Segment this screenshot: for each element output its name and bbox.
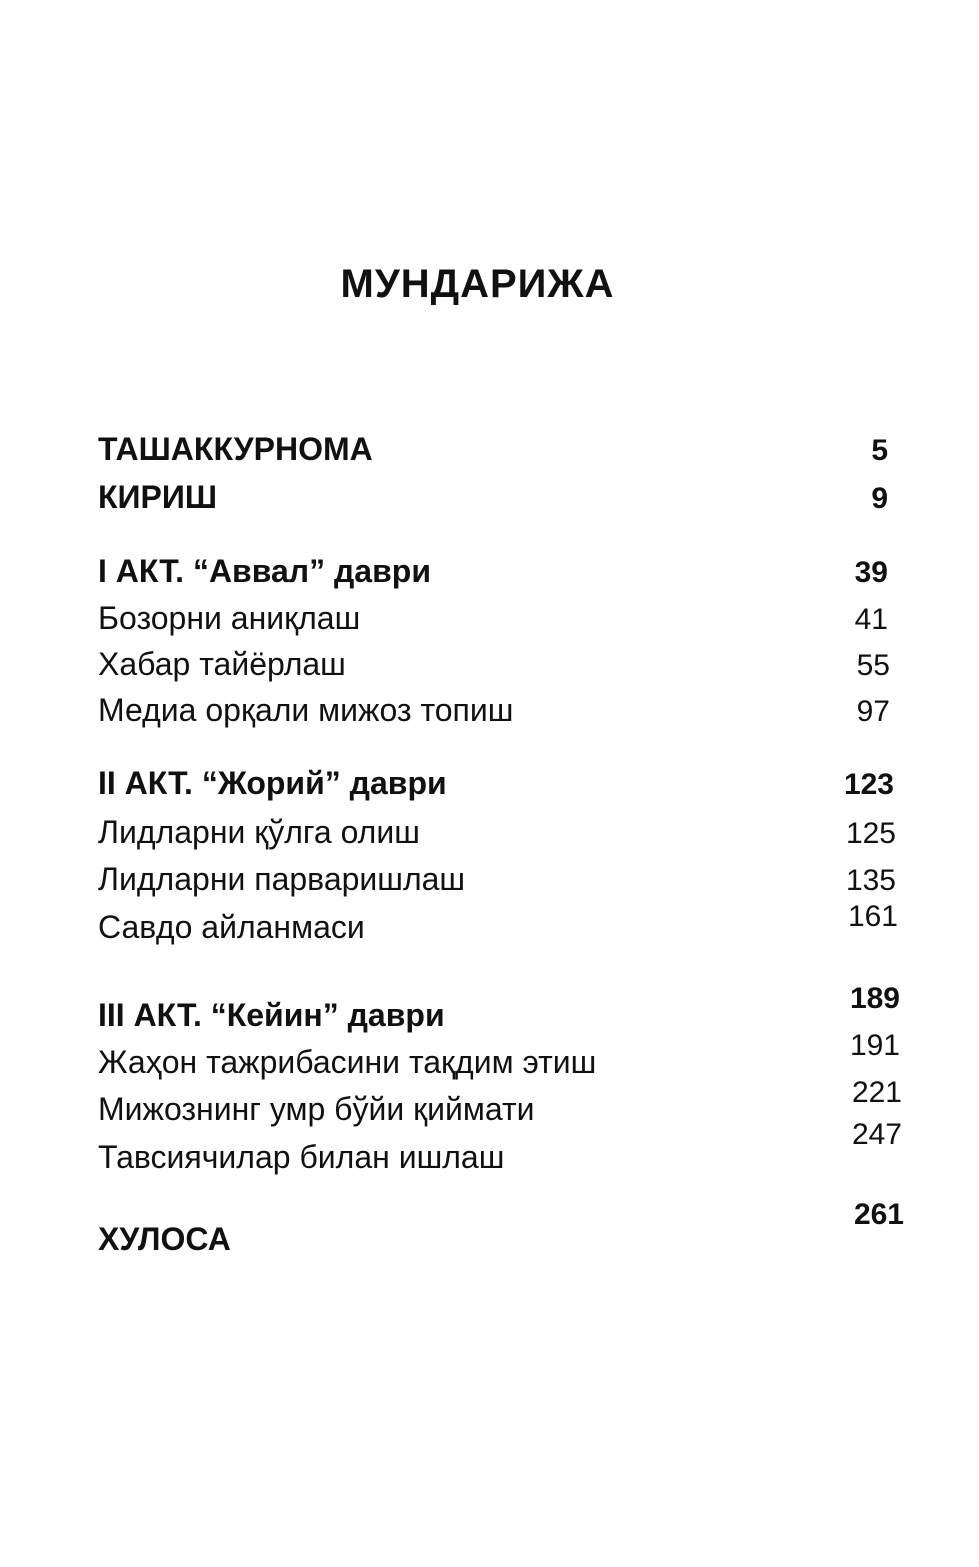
toc-entry-page: 41 xyxy=(854,603,888,636)
toc-entry-lead-nurturing xyxy=(98,852,908,898)
toc-entry-acknowledgements xyxy=(98,422,908,468)
toc-entry-conclusion xyxy=(98,1198,908,1258)
toc-entry-label: Бозорни аниқлаш xyxy=(98,600,361,636)
toc-entry-label: ХУЛОСА xyxy=(98,1221,231,1257)
toc-entry-page: 97 xyxy=(856,695,890,728)
toc-entry-referrals xyxy=(98,1118,908,1176)
toc-entry-label: Савдо айланмаси xyxy=(98,909,365,945)
toc-entry-page: 191 xyxy=(849,1029,900,1062)
toc-entry-page: 247 xyxy=(851,1118,902,1151)
toc-entry-label: I АКТ. “Аввал” даври xyxy=(98,553,431,589)
toc-entry-page: 125 xyxy=(845,817,896,850)
toc-entry-page: 161 xyxy=(847,900,898,933)
toc-entry-label: Хабар тайёрлаш xyxy=(98,646,346,682)
toc-entry-page: 261 xyxy=(853,1198,904,1231)
toc-entry-page: 123 xyxy=(843,768,894,801)
page-title: МУНДАРИЖА xyxy=(340,262,615,306)
toc-entry-page: 221 xyxy=(851,1076,902,1109)
toc-entry-act-2 xyxy=(98,756,908,802)
toc-entry-page: 5 xyxy=(871,434,888,467)
toc-entry-lead-capture xyxy=(98,805,908,851)
toc-entry-media-clients xyxy=(98,683,908,729)
toc-entry-label: Жаҳон тажрибасини тақдим этиш xyxy=(98,1044,597,1080)
toc-entry-label: Мижознинг умр бўйи қиймати xyxy=(98,1091,535,1127)
toc-entry-introduction xyxy=(98,470,908,516)
toc-entry-message-preparation xyxy=(98,637,908,683)
toc-entry-page: 9 xyxy=(871,482,888,515)
toc-entry-label: КИРИШ xyxy=(98,479,218,515)
toc-entry-page: 135 xyxy=(845,864,896,897)
toc-entry-label: Медиа орқали мижоз топиш xyxy=(98,692,514,728)
toc-entry-sales-turnover xyxy=(98,900,908,946)
toc-entry-label: III АКТ. “Кейин” даври xyxy=(98,997,445,1033)
toc-entry-label: II АКТ. “Жорий” даври xyxy=(98,765,447,801)
toc-entry-act-1 xyxy=(98,544,908,590)
toc-entry-label: ТАШАККУРНОМА xyxy=(98,431,373,467)
toc-entry-world-experience xyxy=(98,1029,908,1081)
toc-entry-page: 55 xyxy=(856,649,890,682)
toc-entry-act-3 xyxy=(98,982,908,1034)
toc-entry-page: 189 xyxy=(849,982,900,1015)
toc-entry-page: 39 xyxy=(854,556,888,589)
toc-entry-label: Тавсиячилар билан ишлаш xyxy=(98,1139,505,1175)
toc-entry-customer-lifetime-value xyxy=(98,1076,908,1128)
toc-entry-label: Лидларни қўлга олиш xyxy=(98,814,420,850)
toc-entry-market-definition xyxy=(98,591,908,637)
toc-entry-label: Лидларни парваришлаш xyxy=(98,861,466,897)
